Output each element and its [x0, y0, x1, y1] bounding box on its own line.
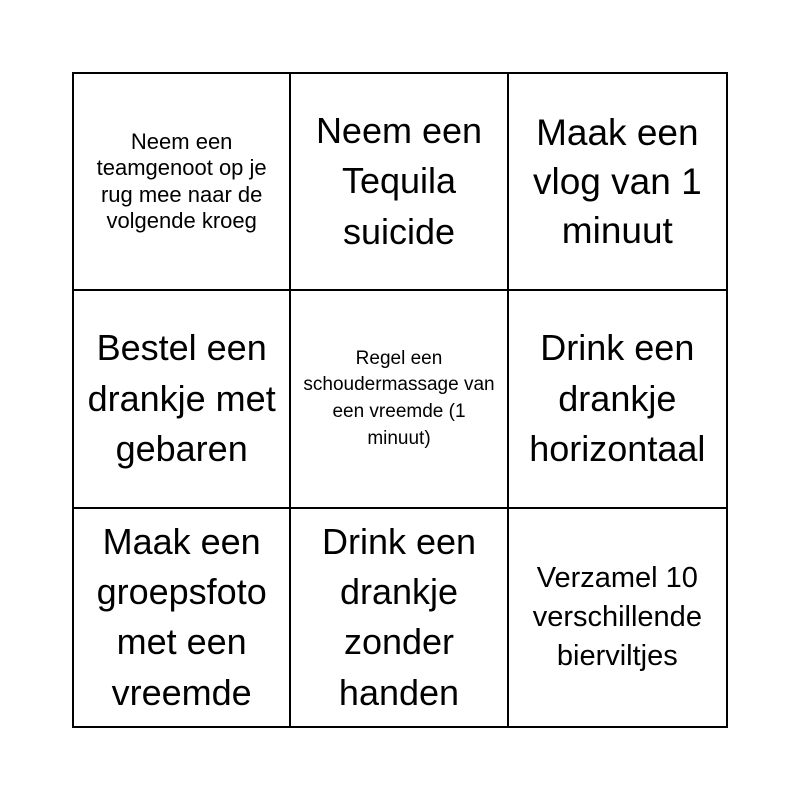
bingo-cell-center	[291, 291, 508, 508]
bingo-cell-text: Maak een vlog van 1 minuut	[532, 111, 702, 252]
bingo-cell	[509, 74, 726, 291]
bingo-cell	[291, 74, 508, 291]
bingo-cell	[74, 509, 291, 726]
bingo-cell	[291, 509, 508, 726]
bingo-cell-text: Maak een groepsfoto met een vreemde	[96, 520, 267, 713]
bingo-cell-text: Drink een drankje zonder handen	[321, 520, 477, 713]
bingo-cell-text: Verzamel 10 verschillende bierviltjes	[532, 561, 702, 672]
bingo-cell	[509, 291, 726, 508]
bingo-cell-text: Neem een Tequila suicide	[315, 110, 483, 252]
bingo-cell-text: Neem een teamgenoot op je rug mee naar de volgende kroeg	[96, 128, 267, 234]
bingo-cell	[74, 291, 291, 508]
bingo-cell	[74, 74, 291, 291]
bingo-board	[72, 72, 728, 728]
bingo-cell-text: Drink een drankje horizontaal	[529, 327, 706, 470]
bingo-cell-text: Regel een schoudermassage van een vreemde (1 minuut)	[303, 347, 495, 449]
bingo-cell	[509, 509, 726, 726]
bingo-cell-text: Bestel een drankje met gebaren	[87, 327, 276, 470]
